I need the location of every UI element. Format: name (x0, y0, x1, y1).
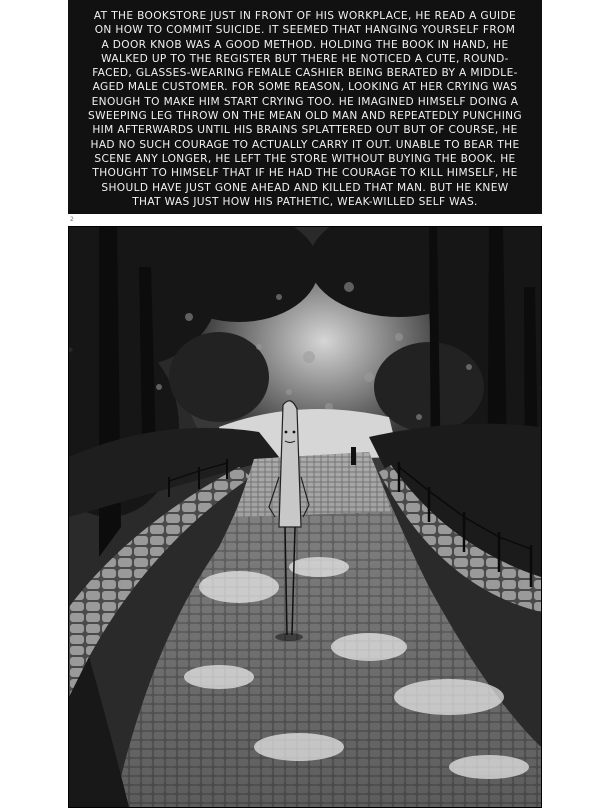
bollard (351, 447, 356, 465)
narration-line: AGED MALE CUSTOMER. FOR SOME REASON, LOOKING AT HER CRYING WAS (92, 81, 518, 94)
narration-line: THAT WAS JUST HOW HIS PATHETIC, WEAK-WILLED SELF WAS. (132, 195, 478, 208)
narration-line: HAD NO SUCH COURAGE TO ACTUALLY CARRY IT OUT. UNABLE TO BEAR THE (90, 138, 520, 151)
narration-line: AT THE BOOKSTORE JUST IN FRONT OF HIS WORKPLACE, HE READ A GUIDE (93, 10, 517, 22)
park-path-panel (68, 226, 542, 808)
narration-line: ON HOW TO COMMIT SUICIDE. IT SEEMED THAT HANGING YOURSELF FROM (94, 24, 516, 37)
narration-line: WALKED UP TO THE REGISTER BUT THERE HE NOTICED A CUTE, ROUND- (101, 52, 509, 65)
park-illustration (69, 227, 541, 807)
narration-box (68, 0, 542, 214)
narration-line: SHOULD HAVE JUST GONE AHEAD AND KILLED THAT MAN. BUT HE KNEW (101, 181, 509, 194)
narration-line: ENOUGH TO MAKE HIM START CRYING TOO. HE IMAGINED HIMSELF DOING A (91, 95, 519, 108)
narration-line: SCENE ANY LONGER, HE LEFT THE STORE WITHOUT BUYING THE BOOK. HE (94, 152, 516, 165)
narration-line: SWEEPING LEG THROW ON THE MEAN OLD MAN AND REPEATEDLY PUNCHING (88, 110, 522, 123)
narration-line: A DOOR KNOB WAS A GOOD METHOD. HOLDING THE BOOK IN HAND, HE (101, 38, 509, 51)
page-number: 2 (70, 216, 74, 223)
narration-line: FACED, GLASSES-WEARING FEMALE CASHIER BEING BERATED BY A MIDDLE- (92, 67, 518, 80)
narration-line: THOUGHT TO HIMSELF THAT IF HE HAD THE COURAGE TO KILL HIMSELF, HE (92, 167, 518, 180)
narration-line: HIM AFTERWARDS UNTIL HIS BRAINS SPLATTERED OUT BUT OF COURSE, HE (92, 124, 518, 137)
